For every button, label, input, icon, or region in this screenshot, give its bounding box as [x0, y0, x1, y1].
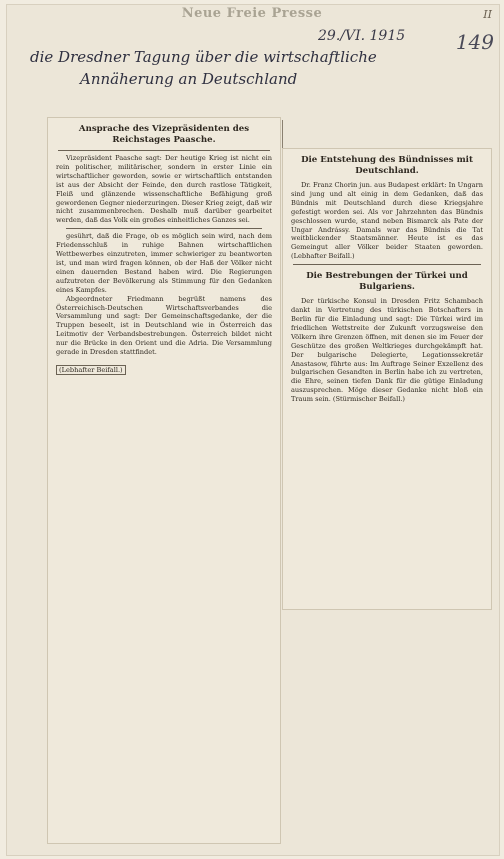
left-paragraph: gesührt, daß die Frage, ob es möglich sein wird, nach dem Friedensschluß in ruhige Bahnen wirtschaftlichen Wettbewerbes einzutreten, immer schwieriger zu beantworten ist, und man wird fragen können, ob der Haß der Völker nicht einen dauernden Bestand haben wird. Die Regierungen aufzutreten der Bevölkerung als Stimmung für den Gedanken eines Kampfes. [56, 232, 272, 294]
handwritten-note-line-2: Annäherung an Deutschland [80, 70, 298, 88]
handwritten-page-number: 149 [455, 30, 494, 54]
handwritten-date: 29./VI. 1915 [318, 28, 406, 44]
left-paragraph: Vizepräsident Paasche sagt: Der heutige Krieg ist nicht ein rein politischer, militärischer, sondern in erster Linie ein wirtschaftlicher geworden, sowie er wirtschaftlich entstanden ist aus der Absicht der Feinde, den durch rastlose Tätigkeit, Fleiß und glänzende wissenschaftliche Befähigung groß gewordenen Gegner niederzuringen. Dieser Krieg zeigt, daß wir nicht zusammenbrechen. Deshalb muß darüber gearbeitet werden, daß das Volk ein großes einheitliches Ganzes sei. [56, 154, 272, 225]
left-signature: (Lebhafter Beifall.) [56, 365, 126, 375]
right-headline-2: Die Bestrebungen der Türkei und Bulgariens. [306, 271, 468, 293]
handwritten-note-line-1: die Dresdner Tagung über die wirtschaftliche [30, 48, 377, 66]
right-clipping [282, 148, 492, 610]
newspaper-masthead: Neue Freie Presse [181, 6, 323, 21]
headline-rule [58, 150, 270, 151]
left-article-body [56, 154, 272, 357]
right-article-body-2 [291, 297, 483, 404]
right-paragraph-2: Der türkische Konsul in Dresden Fritz Schambach dankt in Vertretung des türkischen Botschafters in Berlin für die Einladung und sagt: Die Türkei wird im friedlichen Wettstreite der Zukunft vorzugsweise den Völkern ihre Grenzen öffnen, mit denen sie im Feuer der Geschütze des großen Weltkrieges durchgekämpft hat. Der bulgarische Delegierte, Legationssekretär Anastasow, führte aus: Im Auftrage Seiner Exzellenz des bulgarischen Gesandten in Berlin habe ich zu vertreten, die Ehre, seinen tiefen Dank für die gütige Einladung auszusprechen. Möge dieser Gedanke nicht bloß ein Traum sein. (Stürmischer Beifall.) [291, 297, 483, 404]
column-divider [282, 120, 283, 150]
left-paragraph: Abgeordneter Friedmann begrüßt namens des Österreichisch-Deutschen Wirtschaftsverbandes die Versammlung und sagt: Der Gemeinschaftsgedanke, der die Truppen beseelt, ist in Deutschland wie in Österreich das Leitmotiv der Verbandsbestrebungen. Österreich bildet nicht nur die Brücke in den Orient und die Adria. Die Versammlung gerade in Dresden stattfindet. [56, 294, 272, 357]
left-headline: Ansprache des Vizepräsidenten des Reichstages Paasche. [78, 124, 250, 145]
section-rule [66, 228, 262, 229]
right-paragraph-1: Dr. Franz Chorin jun. aus Budapest erklärt: In Ungarn sind jung und alt einig in dem Gedanken, daß das Bündnis mit Deutschland durch diese Kriegsjahre gefestigt worden sei. Als vor Jahrzehnten das Bündnis geschlossen wurde, stand neben Bismarck als Pate der Ungar Andrássy. Damals war das Bündnis die Tat weitblickender Staatsmänner. Heute ist es das Gemeingut aller Völker beider Staaten geworden. (Lebhafter Beifall.) [291, 181, 483, 261]
right-headline-1: Die Entstehung des Bündnisses mit Deutschland. [301, 155, 473, 176]
left-clipping [47, 117, 281, 844]
right-article-body-1 [291, 181, 483, 261]
folio-mark: II [483, 8, 492, 21]
section-rule [293, 264, 481, 265]
